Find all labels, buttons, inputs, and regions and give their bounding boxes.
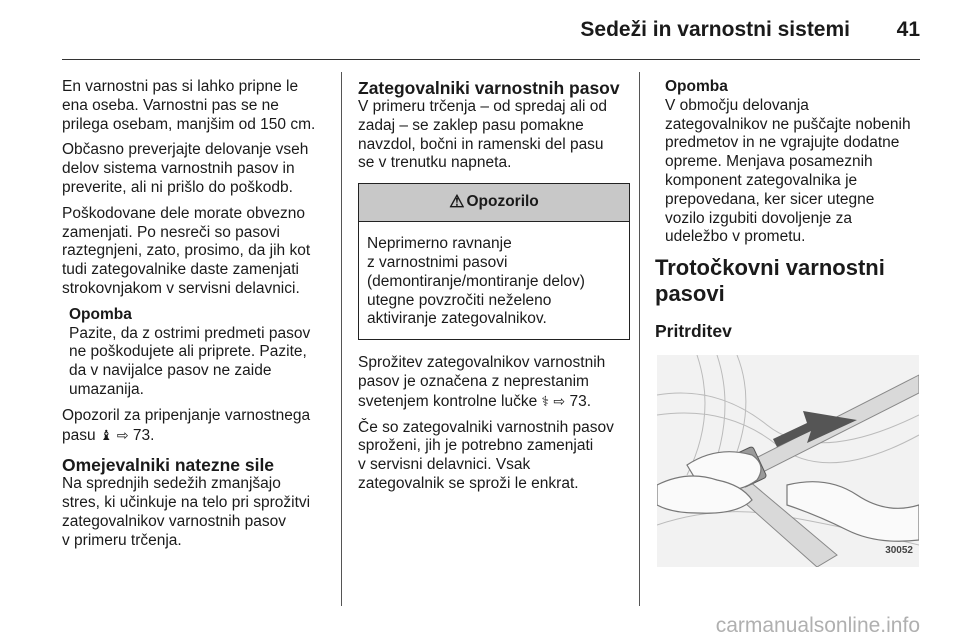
paragraph: En varnostni pas si lahko pripne le ena oseba. Varnostni pas se ne prilega osebam, manjšim od 150 cm. <box>62 78 316 133</box>
header-divider <box>62 59 920 60</box>
chapter-heading: Trotočkovni varnostni pasovi <box>655 255 885 307</box>
section-heading: Omejevalniki natezne sile <box>62 455 275 476</box>
note-title: Opomba <box>69 305 132 323</box>
page-reference-arrow-icon: ⇨ <box>116 426 129 443</box>
paragraph: Na sprednjih sedežih zmanjšajo stres, ki učinkuje na telo pri sprožitvi zategovalnikov varnostnih pasov v primeru trčenja. <box>62 475 311 549</box>
airbag-indicator-icon: ⚕ <box>541 392 550 409</box>
note-body: V območju delovanja zategovalnikov ne puščajte nobenih predmetov in ne vgrajujte dodatne opreme. Menjava posameznih komponent zategovalnika je prepovedana, ker sicer utegne vozilo izgubiti dovoljenje za udeležbo v prometu. <box>665 96 911 246</box>
column-divider-1 <box>341 72 342 606</box>
page-header <box>0 0 960 60</box>
paragraph: Opozoril za pripenjanje varnostnega pasu ♝ ⇨ 73. <box>62 406 311 444</box>
warning-icon: ⚠ <box>449 192 465 212</box>
watermark: carmanualsonline.info <box>715 614 920 637</box>
paragraph: Sprožitev zategovalnikov varnostnih pasov je označena z neprestanim svetenjem kontrolne lučke ⚕ ⇨ 73. <box>358 354 606 410</box>
figure-code: 30052 <box>885 545 913 557</box>
note-box <box>665 78 925 247</box>
page-number: 41 <box>896 18 920 41</box>
warning-body: Neprimerno ravnanje z varnostnimi pasovi (demontiranje/montiranje delov) utegne povzročiti neželeno aktiviranje zategovalnikov. <box>367 235 585 328</box>
paragraph: Poškodovane dele morate obvezno zamenjati. Po nesreči so pasovi raztegnjeni, zato, prosimo, da jih kot tudi zategovalnike daste zamenjati strokovnjakom v servisni delavnici. <box>62 204 311 297</box>
column-3 <box>655 78 925 567</box>
page-reference-link[interactable]: 73. <box>132 426 155 444</box>
paragraph: V primeru trčenja – od spredaj ali od zadaj – se zaklep pasu pomakne navzdol, bočni in ramenski del pasu se v trenutku napneta. <box>358 98 607 172</box>
paragraph: Občasno preverjajte delovanje vseh delov sistema varnostnih pasov in preverite, ali ni prišlo do poškodb. <box>62 141 309 196</box>
page-reference-link[interactable]: 73. <box>569 392 592 410</box>
warning-header <box>359 184 629 222</box>
paragraph: Če so zategovalniki varnostnih pasov sproženi, jih je potrebno zamenjati v servisni delavnici. Vsak zategovalnik se sproži le enkrat. <box>358 418 614 492</box>
subsection-heading: Pritrditev <box>655 321 732 342</box>
seatbelt-illustration <box>657 355 919 567</box>
warning-title: Opozorilo <box>466 193 539 211</box>
section-heading: Zategovalniki varnostnih pasov <box>358 78 620 98</box>
note-box <box>69 306 332 400</box>
page-reference-arrow-icon: ⇨ <box>553 392 566 409</box>
column-divider-2 <box>639 72 640 606</box>
note-body: Pazite, da z ostrimi predmeti pasov ne poškodujete ali priprete. Pazite, da v navijalce pasov ne zaide umazanija. <box>69 324 311 398</box>
warning-box <box>358 183 630 340</box>
column-1 <box>62 78 332 558</box>
note-title: Opomba <box>665 78 728 95</box>
seatbelt-drawing <box>657 355 919 567</box>
page-title: Sedeži in varnostni sistemi <box>580 18 850 41</box>
column-2 <box>358 78 630 501</box>
seatbelt-reminder-icon: ♝ <box>99 426 113 443</box>
